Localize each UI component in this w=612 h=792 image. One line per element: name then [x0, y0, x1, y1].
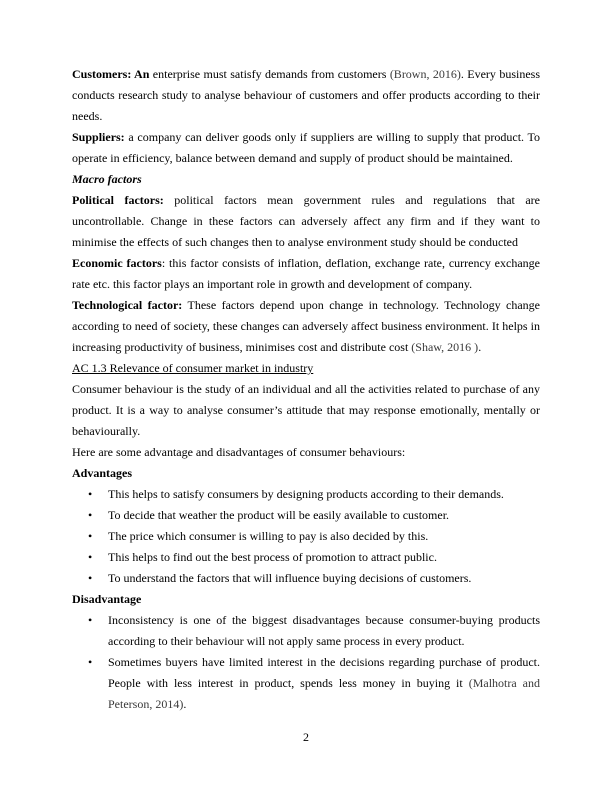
customers-text: enterprise must satisfy demands from customers	[149, 67, 390, 81]
page-number: 2	[303, 730, 309, 744]
technological-text: These factors depend upon change in technology. Technology change according to need of society, these changes can adversely affect business environment. It helps in increasing productivity of business, minimises cost and distribute cost	[72, 298, 540, 354]
disadvantage-text: Sometimes buyers have limited interest in the decisions regarding purchase of product. People with less interest in product, spends less money in buying it	[108, 655, 540, 690]
disadvantage-text: Inconsistency is one of the biggest disadvantages because consumer-buying products according to their behaviour will not apply same process in every product.	[108, 613, 540, 648]
ac-section-heading: AC 1.3 Relevance of consumer market in industry	[72, 361, 314, 375]
customers-label: Customers: An	[72, 67, 150, 81]
bullet-icon: •	[88, 550, 93, 564]
political-label: Political factors:	[72, 193, 164, 207]
advantage-text: This helps to satisfy consumers by designing products according to their demands.	[108, 487, 504, 501]
bullet-icon: •	[88, 487, 93, 501]
list-item	[72, 505, 540, 526]
advantage-text: To understand the factors that will influence buying decisions of customers.	[108, 571, 472, 585]
bullet-icon: •	[88, 508, 93, 522]
list-item	[72, 547, 540, 568]
disadvantage-heading: Disadvantage	[72, 592, 142, 606]
technological-citation: (Shaw, 2016 )	[411, 340, 479, 354]
advantage-text: The price which consumer is willing to pay is also decided by this.	[108, 529, 429, 543]
advantage-text: To decide that weather the product will be easily available to customer.	[108, 508, 450, 522]
political-text: political factors mean government rules and regulations that are uncontrollable. Change in these factors can adversely affect any firm and if they want to minimise the effects of such changes then to analyse environment study should be conducted	[72, 193, 540, 249]
advantages-heading: Advantages	[72, 466, 133, 480]
list-item	[72, 610, 540, 652]
bullet-icon: •	[88, 655, 93, 669]
suppliers-label: Suppliers:	[72, 130, 125, 144]
suppliers-paragraph	[72, 127, 540, 169]
list-item	[72, 652, 540, 715]
intro-line: Here are some advantage and disadvantages of consumer behaviours:	[72, 445, 406, 459]
economic-text: : this factor consists of inflation, deflation, exchange rate, currency exchange rate etc. this factor plays an important role in growth and development of company.	[72, 256, 540, 291]
advantage-text: This helps to find out the best process of promotion to attract public.	[108, 550, 437, 564]
political-paragraph	[72, 190, 540, 253]
technological-label: Technological factor:	[72, 298, 183, 312]
consumer-behaviour-paragraph: Consumer behaviour is the study of an individual and all the activities related to purchase of any product. It is a way to analyse consumer’s attitude that may response emotionally, mentally or behaviourally.	[72, 382, 540, 438]
bullet-icon: •	[88, 571, 93, 585]
disadvantages-list	[72, 610, 540, 715]
economic-label: Economic factors	[72, 256, 162, 270]
economic-paragraph	[72, 253, 540, 295]
customers-citation: (Brown, 2016)	[389, 67, 461, 81]
disadvantage-citation: (Malhotra and Peterson, 2014)	[108, 676, 541, 711]
list-item	[72, 526, 540, 547]
technological-paragraph	[72, 295, 540, 358]
technological-text-end: .	[478, 340, 482, 354]
bullet-icon: •	[88, 529, 93, 543]
bullet-icon: •	[88, 613, 93, 627]
list-item	[72, 484, 540, 505]
customers-paragraph	[72, 64, 540, 127]
customers-text-end: . Every business conducts research study to analyse behaviour of customers and offer products according to their needs.	[72, 67, 540, 123]
suppliers-text: a company can deliver goods only if suppliers are willing to supply that product. To operate in efficiency, balance between demand and supply of product should be maintained.	[72, 130, 540, 165]
macro-factors-heading: Macro factors	[72, 172, 142, 186]
advantages-list	[72, 484, 540, 589]
document-page	[72, 64, 540, 715]
list-item	[72, 568, 540, 589]
disadvantage-text-end: .	[183, 697, 187, 711]
